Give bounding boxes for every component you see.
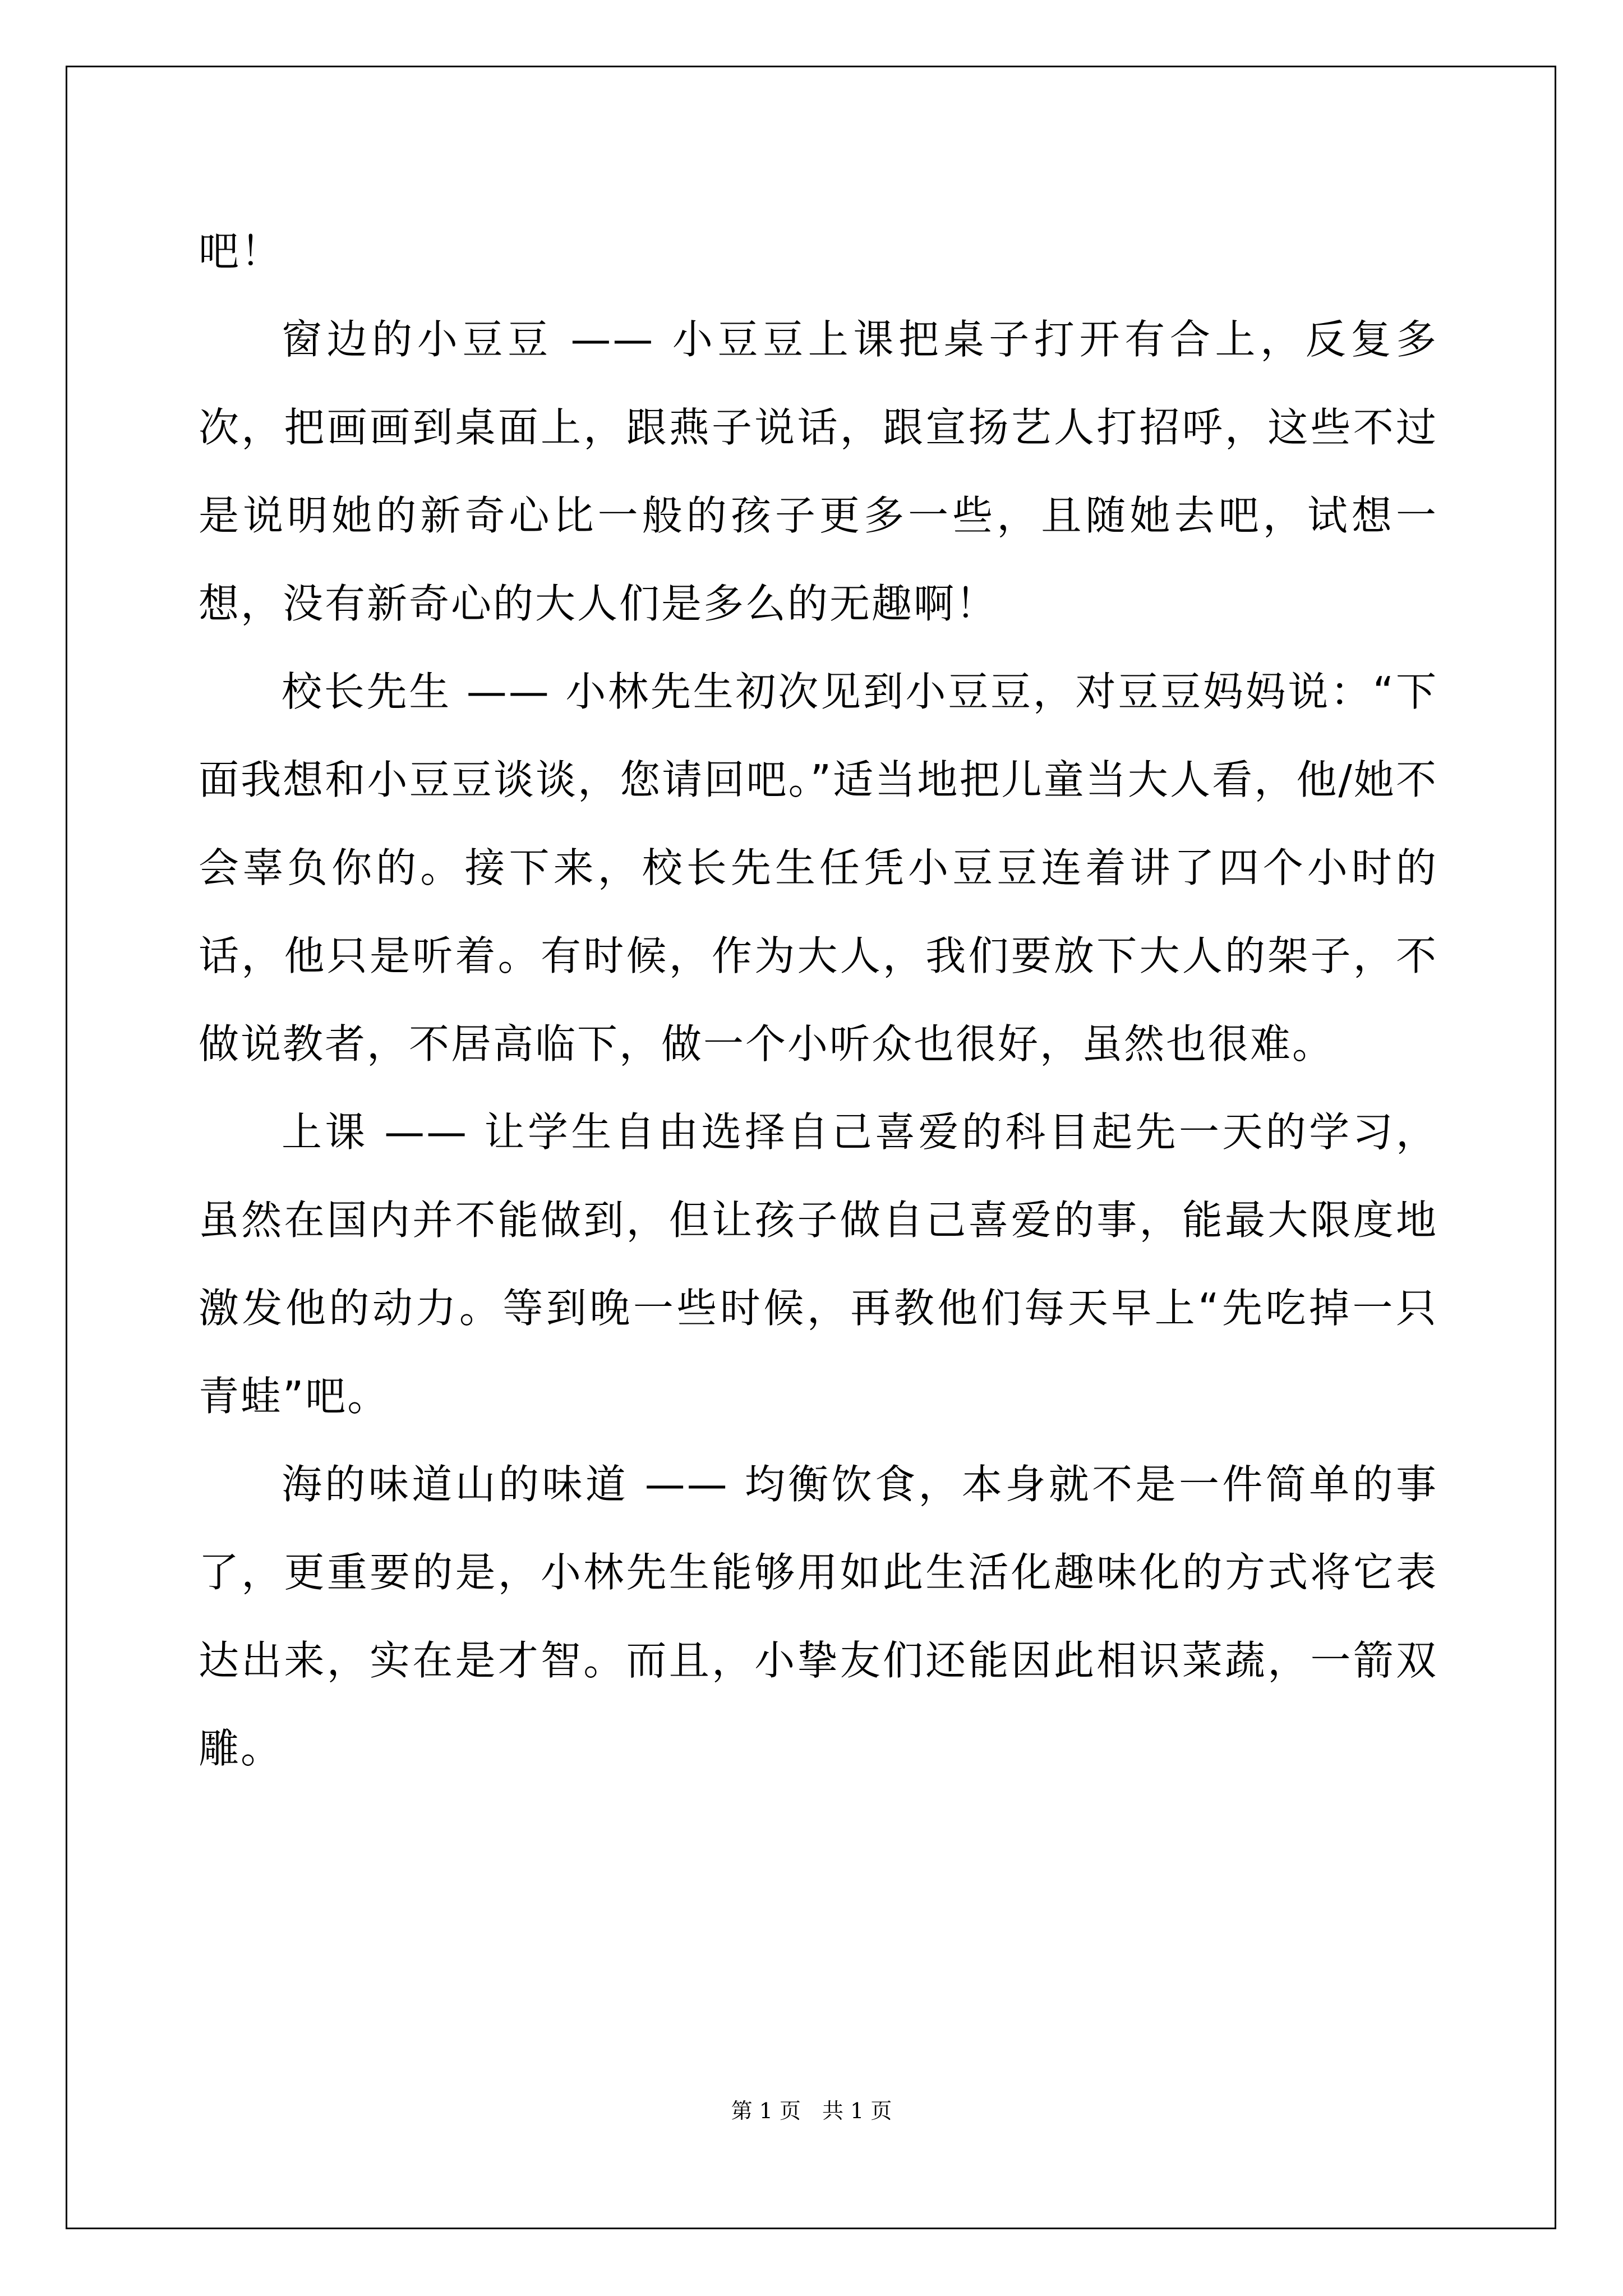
paragraph-principal: 校长先生 —— 小林先生初次见到小豆豆，对豆豆妈妈说：“下面我想和小豆豆谈谈，您请回吧。”适当地把儿童当大人看，他/她不会辜负你的。接下来，校长先生任凭小豆豆连着讲了四个小时的话，他只是听着。有时候，作为大人，我们要放下大人的架子，不做说教者，不居高临下，做一个小听众也很好，虽然也很难。	[199, 668, 1438, 1068]
document-body	[199, 208, 1438, 1793]
paragraph-window-side-totto: 窗边的小豆豆 —— 小豆豆上课把桌子打开有合上，反复多次，把画画到桌面上，跟燕子说话，跟宣扬艺人打招呼，这些不过是说明她的新奇心比一般的孩子更多一些，且随她去吧，试想一想，没有新奇心的大人们是多么的无趣啊！	[199, 316, 1438, 627]
paragraph-taste-of-sea-and-mountain: 海的味道山的味道 —— 均衡饮食，本身就不是一件简单的事了，更重要的是，小林先生能够用如此生活化趣味化的方式将它表达出来，实在是才智。而且，小挚友们还能因此相识菜蔬，一箭双雕。	[199, 1461, 1438, 1772]
page-number-footer: 第 1 页 共 1 页	[731, 2099, 892, 2123]
paragraph-continuation: 吧！	[199, 228, 283, 275]
paragraph-class: 上课 —— 让学生自由选择自己喜爱的科目起先一天的学习，虽然在国内并不能做到，但让孩子做自己喜爱的事，能最大限度地激发他的动力。等到晚一些时候，再教他们每天早上“先吃掉一只青蛙”吧。	[199, 1108, 1438, 1420]
